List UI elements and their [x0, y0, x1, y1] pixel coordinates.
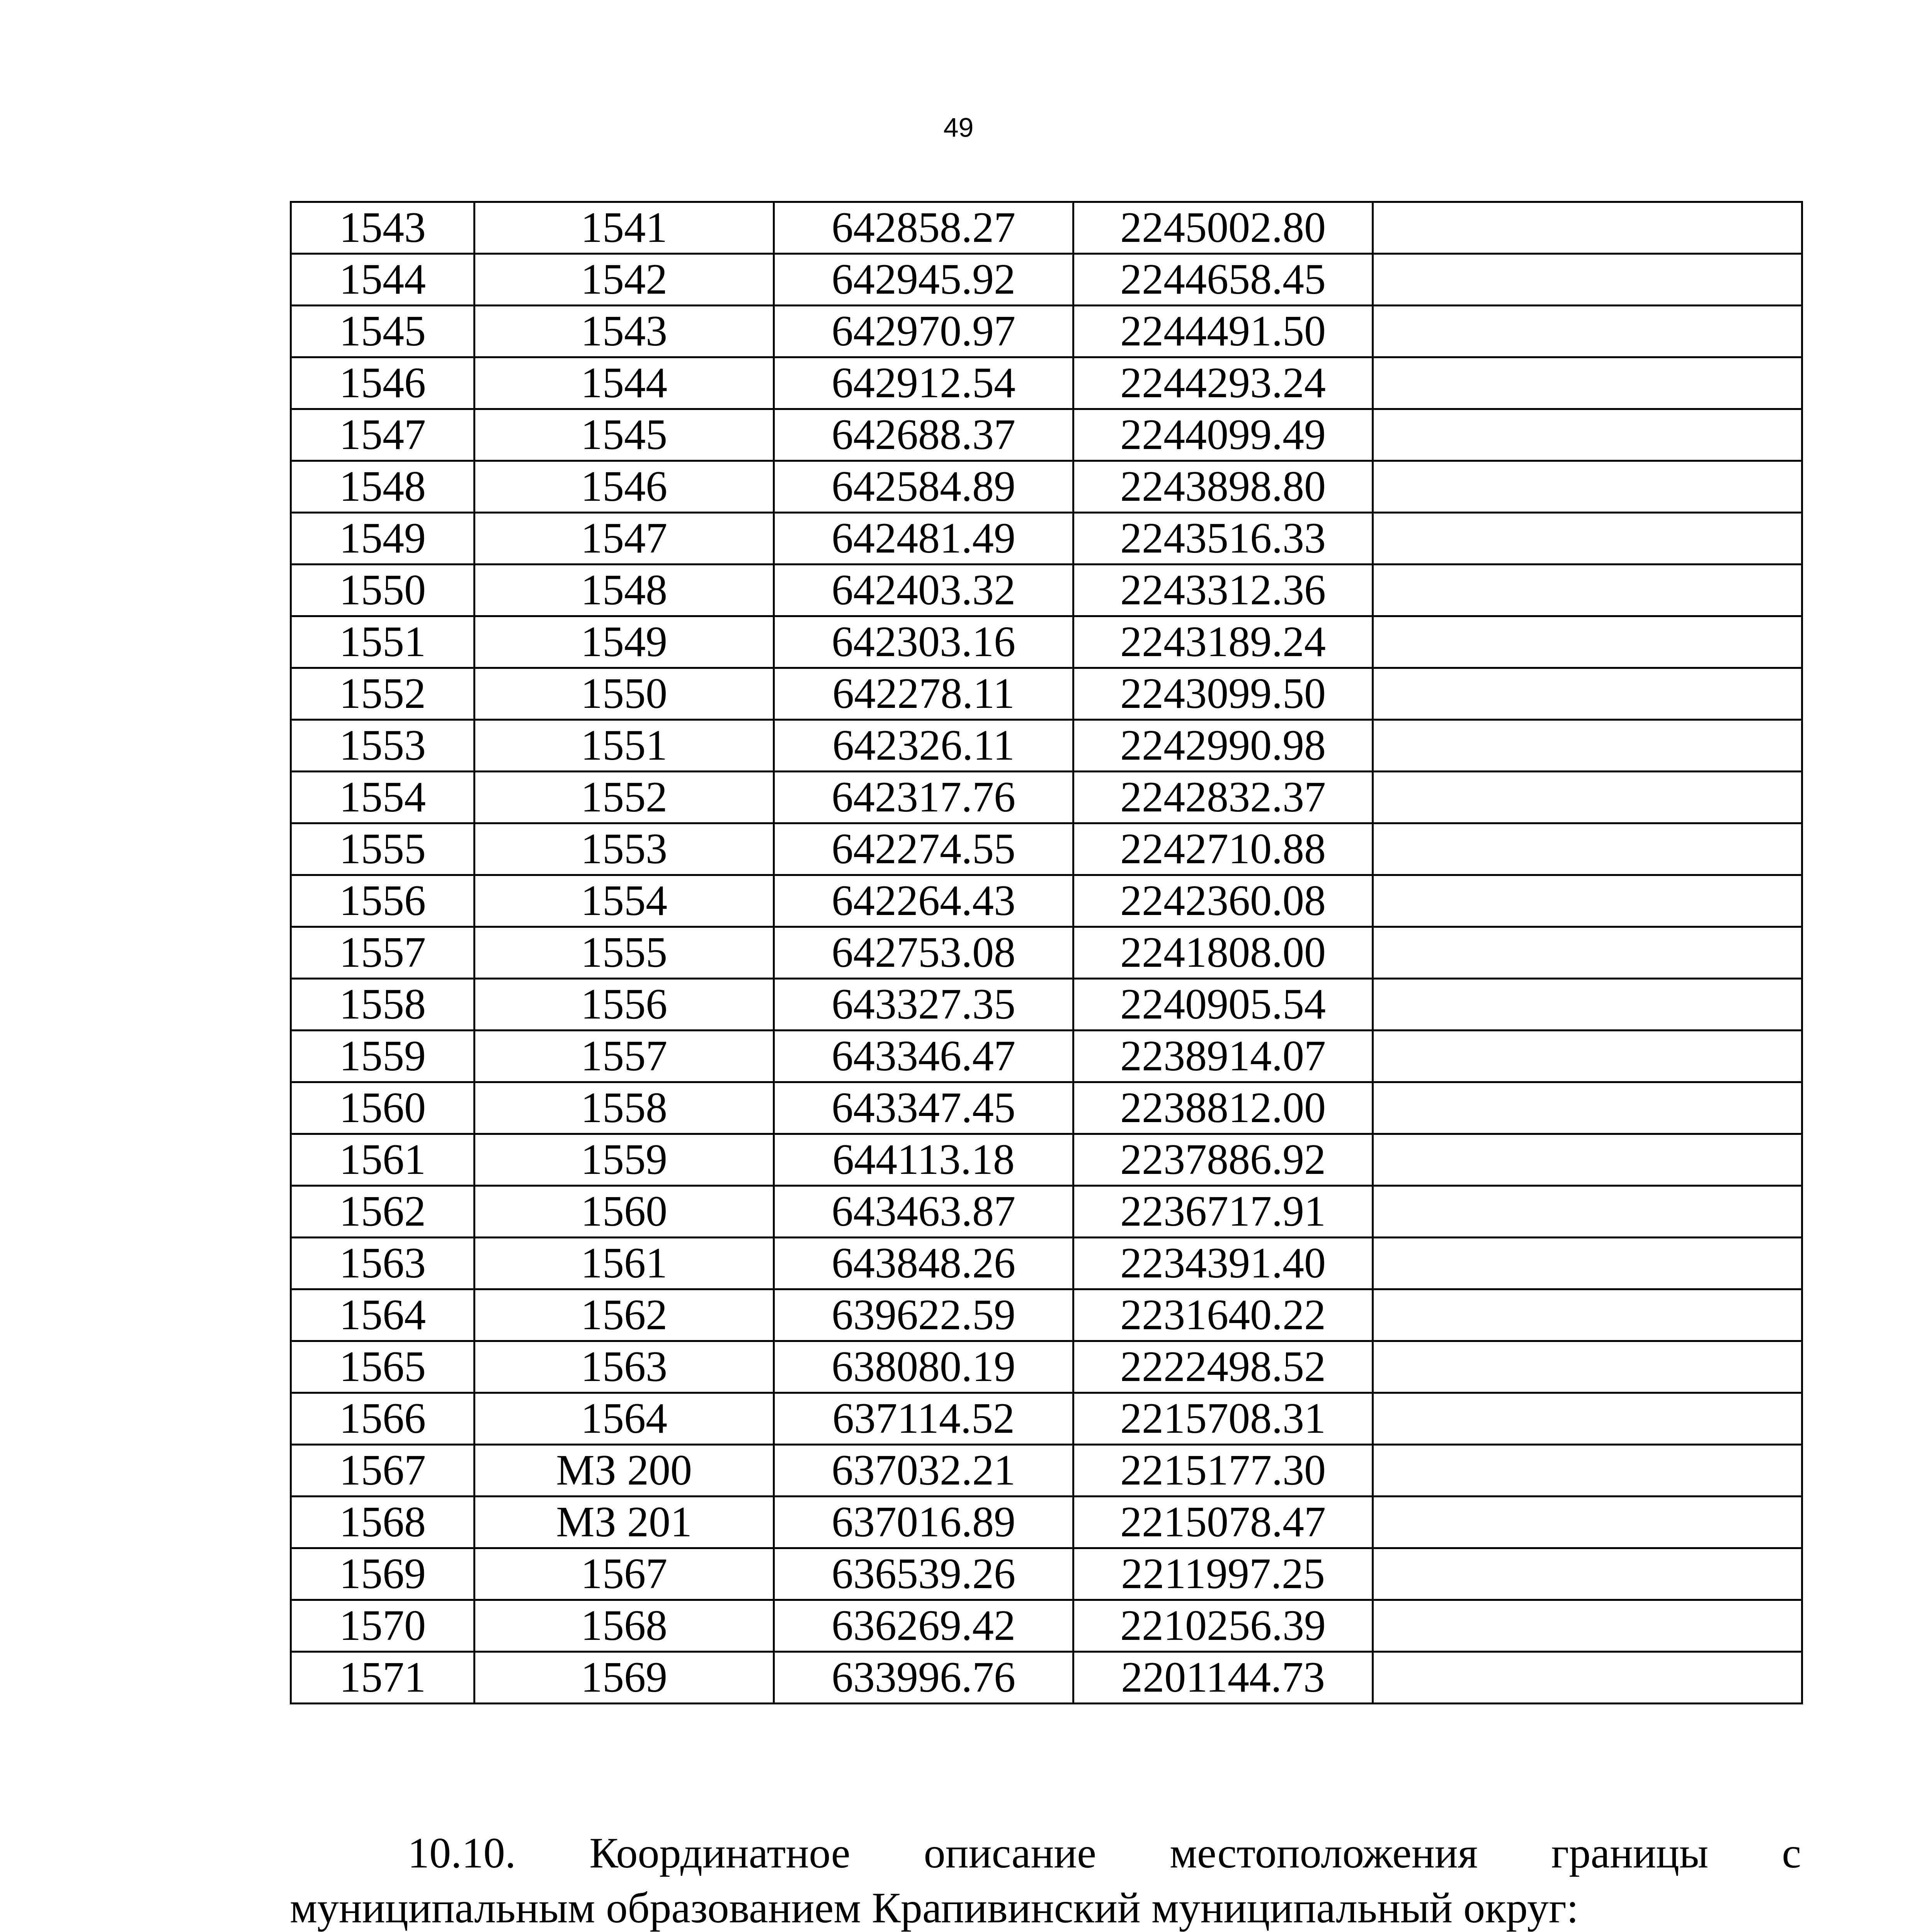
cell-row-number: 1555	[291, 823, 475, 875]
cell-row-number: 1546	[291, 357, 475, 409]
cell-point-id: МЗ 201	[475, 1497, 774, 1548]
cell-x: 644113.18	[774, 1134, 1073, 1186]
cell-row-number: 1550	[291, 565, 475, 616]
cell-point-id: 1558	[475, 1082, 774, 1134]
cell-note	[1373, 1548, 1802, 1600]
cell-row-number: 1561	[291, 1134, 475, 1186]
cell-y: 2242360.08	[1073, 875, 1373, 927]
cell-x: 642688.37	[774, 409, 1073, 461]
cell-x: 642970.97	[774, 306, 1073, 357]
cell-note	[1373, 772, 1802, 823]
cell-note	[1373, 823, 1802, 875]
cell-row-number: 1566	[291, 1393, 475, 1445]
cell-y: 2238812.00	[1073, 1082, 1373, 1134]
cell-y: 2243189.24	[1073, 616, 1373, 668]
cell-x: 643848.26	[774, 1238, 1073, 1289]
table-row	[291, 668, 1802, 720]
table-row	[291, 1186, 1802, 1238]
cell-row-number: 1571	[291, 1652, 475, 1704]
cell-row-number: 1569	[291, 1548, 475, 1600]
cell-point-id: 1568	[475, 1600, 774, 1652]
cell-row-number: 1551	[291, 616, 475, 668]
cell-row-number: 1565	[291, 1341, 475, 1393]
cell-x: 642303.16	[774, 616, 1073, 668]
cell-x: 642317.76	[774, 772, 1073, 823]
cell-point-id: 1544	[475, 357, 774, 409]
heading-word: Координатное	[589, 1829, 850, 1877]
page-number: 49	[943, 112, 974, 143]
cell-row-number: 1562	[291, 1186, 475, 1238]
cell-x: 642264.43	[774, 875, 1073, 927]
heading-word: описание	[924, 1829, 1096, 1877]
table-row	[291, 1652, 1802, 1704]
cell-row-number: 1560	[291, 1082, 475, 1134]
cell-note	[1373, 875, 1802, 927]
cell-row-number: 1564	[291, 1289, 475, 1341]
cell-point-id: 1554	[475, 875, 774, 927]
cell-y: 2211997.25	[1073, 1548, 1373, 1600]
cell-point-id: 1564	[475, 1393, 774, 1445]
cell-x: 638080.19	[774, 1341, 1073, 1393]
table-row	[291, 772, 1802, 823]
table-row	[291, 875, 1802, 927]
cell-y: 2242710.88	[1073, 823, 1373, 875]
cell-x: 642274.55	[774, 823, 1073, 875]
table-row	[291, 979, 1802, 1031]
cell-point-id: 1548	[475, 565, 774, 616]
table-row	[291, 1341, 1802, 1393]
table-row	[291, 513, 1802, 565]
table-row	[291, 616, 1802, 668]
cell-x: 636269.42	[774, 1600, 1073, 1652]
cell-note	[1373, 306, 1802, 357]
table-row	[291, 1134, 1802, 1186]
table-row	[291, 254, 1802, 306]
cell-note	[1373, 668, 1802, 720]
cell-x: 642912.54	[774, 357, 1073, 409]
cell-row-number: 1547	[291, 409, 475, 461]
cell-note	[1373, 1600, 1802, 1652]
cell-point-id: 1562	[475, 1289, 774, 1341]
cell-row-number: 1568	[291, 1497, 475, 1548]
cell-row-number: 1558	[291, 979, 475, 1031]
table-row	[291, 1082, 1802, 1134]
cell-point-id: 1541	[475, 202, 774, 254]
cell-x: 642278.11	[774, 668, 1073, 720]
table-row	[291, 1548, 1802, 1600]
cell-y: 2243898.80	[1073, 461, 1373, 513]
cell-note	[1373, 202, 1802, 254]
table-row	[291, 1393, 1802, 1445]
cell-note	[1373, 1652, 1802, 1704]
cell-point-id: 1553	[475, 823, 774, 875]
cell-x: 637114.52	[774, 1393, 1073, 1445]
cell-note	[1373, 513, 1802, 565]
cell-note	[1373, 254, 1802, 306]
cell-y: 2244658.45	[1073, 254, 1373, 306]
cell-x: 636539.26	[774, 1548, 1073, 1600]
cell-point-id: 1545	[475, 409, 774, 461]
cell-row-number: 1570	[291, 1600, 475, 1652]
table-row	[291, 409, 1802, 461]
cell-point-id: 1567	[475, 1548, 774, 1600]
section-heading-line1	[290, 1826, 1801, 1881]
table-row	[291, 1497, 1802, 1548]
table-row	[291, 1238, 1802, 1289]
cell-point-id: 1556	[475, 979, 774, 1031]
cell-note	[1373, 1497, 1802, 1548]
cell-note	[1373, 927, 1802, 979]
cell-note	[1373, 1238, 1802, 1289]
cell-y: 2242832.37	[1073, 772, 1373, 823]
section-heading	[290, 1826, 1801, 1932]
cell-y: 2238914.07	[1073, 1031, 1373, 1082]
cell-y: 2244099.49	[1073, 409, 1373, 461]
cell-x: 637016.89	[774, 1497, 1073, 1548]
cell-note	[1373, 1341, 1802, 1393]
cell-y: 2234391.40	[1073, 1238, 1373, 1289]
heading-word: местоположения	[1170, 1829, 1478, 1877]
cell-note	[1373, 1393, 1802, 1445]
cell-note	[1373, 1082, 1802, 1134]
cell-x: 642753.08	[774, 927, 1073, 979]
cell-x: 642584.89	[774, 461, 1073, 513]
cell-row-number: 1549	[291, 513, 475, 565]
cell-row-number: 1557	[291, 927, 475, 979]
cell-y: 2231640.22	[1073, 1289, 1373, 1341]
cell-point-id: 1561	[475, 1238, 774, 1289]
cell-row-number: 1554	[291, 772, 475, 823]
cell-point-id: 1546	[475, 461, 774, 513]
cell-y: 2240905.54	[1073, 979, 1373, 1031]
cell-point-id: 1552	[475, 772, 774, 823]
cell-y: 2201144.73	[1073, 1652, 1373, 1704]
table-row	[291, 565, 1802, 616]
cell-note	[1373, 409, 1802, 461]
cell-y: 2243516.33	[1073, 513, 1373, 565]
cell-y: 2243099.50	[1073, 668, 1373, 720]
table-row	[291, 823, 1802, 875]
cell-x: 642945.92	[774, 254, 1073, 306]
cell-y: 2242990.98	[1073, 720, 1373, 772]
cell-note	[1373, 357, 1802, 409]
cell-y: 2210256.39	[1073, 1600, 1373, 1652]
cell-point-id: 1555	[475, 927, 774, 979]
cell-row-number: 1545	[291, 306, 475, 357]
cell-x: 633996.76	[774, 1652, 1073, 1704]
cell-point-id: 1547	[475, 513, 774, 565]
table-row	[291, 927, 1802, 979]
cell-y: 2241808.00	[1073, 927, 1373, 979]
section-heading-line2: муниципальным образованием Крапивинский муниципальный округ:	[290, 1884, 1579, 1932]
cell-x: 642403.32	[774, 565, 1073, 616]
cell-row-number: 1567	[291, 1445, 475, 1497]
section-number: 10.10.	[408, 1829, 516, 1877]
table-row	[291, 357, 1802, 409]
cell-x: 639622.59	[774, 1289, 1073, 1341]
cell-note	[1373, 1031, 1802, 1082]
cell-note	[1373, 1289, 1802, 1341]
table-row	[291, 1031, 1802, 1082]
cell-point-id: 1550	[475, 668, 774, 720]
cell-point-id: 1543	[475, 306, 774, 357]
cell-point-id: 1569	[475, 1652, 774, 1704]
cell-row-number: 1553	[291, 720, 475, 772]
table-row	[291, 1445, 1802, 1497]
table-row	[291, 306, 1802, 357]
cell-y: 2215078.47	[1073, 1497, 1373, 1548]
cell-note	[1373, 565, 1802, 616]
cell-note	[1373, 979, 1802, 1031]
cell-row-number: 1544	[291, 254, 475, 306]
coordinates-table-body	[291, 202, 1802, 1704]
cell-x: 643463.87	[774, 1186, 1073, 1238]
cell-y: 2244293.24	[1073, 357, 1373, 409]
table-row	[291, 202, 1802, 254]
cell-point-id: 1560	[475, 1186, 774, 1238]
cell-x: 642326.11	[774, 720, 1073, 772]
heading-word: с	[1782, 1829, 1801, 1877]
cell-note	[1373, 1186, 1802, 1238]
cell-y: 2244491.50	[1073, 306, 1373, 357]
table-row	[291, 1600, 1802, 1652]
cell-y: 2237886.92	[1073, 1134, 1373, 1186]
cell-note	[1373, 616, 1802, 668]
cell-y: 2236717.91	[1073, 1186, 1373, 1238]
cell-y: 2215708.31	[1073, 1393, 1373, 1445]
cell-point-id: 1551	[475, 720, 774, 772]
cell-y: 2215177.30	[1073, 1445, 1373, 1497]
table-row	[291, 1289, 1802, 1341]
cell-point-id: 1559	[475, 1134, 774, 1186]
cell-point-id: 1557	[475, 1031, 774, 1082]
cell-x: 643327.35	[774, 979, 1073, 1031]
cell-point-id: 1549	[475, 616, 774, 668]
cell-point-id: 1563	[475, 1341, 774, 1393]
heading-word: границы	[1551, 1829, 1709, 1877]
cell-x: 643346.47	[774, 1031, 1073, 1082]
cell-y: 2245002.80	[1073, 202, 1373, 254]
cell-note	[1373, 461, 1802, 513]
cell-note	[1373, 720, 1802, 772]
cell-x: 637032.21	[774, 1445, 1073, 1497]
cell-point-id: 1542	[475, 254, 774, 306]
cell-y: 2222498.52	[1073, 1341, 1373, 1393]
cell-y: 2243312.36	[1073, 565, 1373, 616]
cell-point-id: МЗ 200	[475, 1445, 774, 1497]
coordinates-table-continued	[290, 201, 1803, 1704]
cell-row-number: 1548	[291, 461, 475, 513]
cell-note	[1373, 1445, 1802, 1497]
cell-row-number: 1552	[291, 668, 475, 720]
cell-row-number: 1563	[291, 1238, 475, 1289]
cell-x: 643347.45	[774, 1082, 1073, 1134]
cell-note	[1373, 1134, 1802, 1186]
cell-x: 642858.27	[774, 202, 1073, 254]
cell-row-number: 1556	[291, 875, 475, 927]
cell-row-number: 1559	[291, 1031, 475, 1082]
table-row	[291, 720, 1802, 772]
cell-x: 642481.49	[774, 513, 1073, 565]
table-row	[291, 461, 1802, 513]
cell-row-number: 1543	[291, 202, 475, 254]
